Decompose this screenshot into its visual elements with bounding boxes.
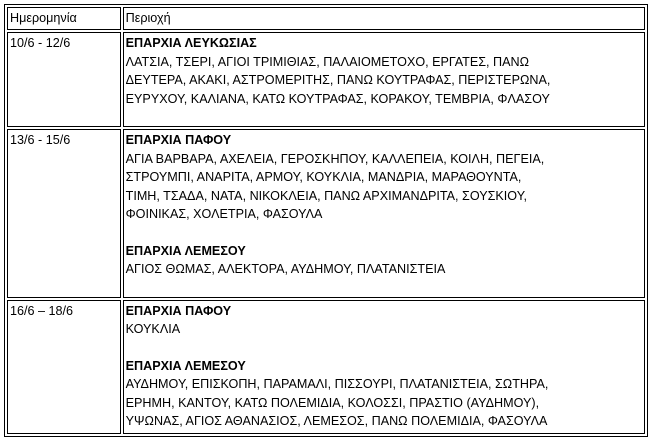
district-title: ΕΠΑΡΧΙΑ ΠΑΦΟΥ (125, 133, 232, 147)
header-area-cell: Περιοχή (123, 7, 645, 30)
date-range-cell: 13/6 - 15/6 (7, 129, 121, 298)
district-title: ΕΠΑΡΧΙΑ ΛΕΜΕΣΟΥ (125, 243, 246, 258)
row-spacer (126, 279, 642, 297)
area-list-line: ΦΟΙΝΙΚΑΣ, ΧΟΛΕΤΡΙΑ, ΦΑΣΟΥΛΑ (125, 207, 323, 221)
row-spacer (126, 108, 642, 126)
row-bottom-padding (126, 431, 642, 433)
district-spacer (126, 339, 642, 357)
area-list-line: ΑΥΔΗΜΟΥ, ΕΠΙΣΚΟΠΗ, ΠΑΡΑΜΑΛΙ, ΠΙΣΣΟΥΡΙ, ΠΛΑΤΑΝΙΣΤΕΙΑ, ΣΩΤΗΡΑ, (125, 377, 549, 391)
table-header-row (7, 7, 645, 30)
area-cell (123, 300, 645, 434)
table-row (7, 129, 645, 298)
date-range-cell: 16/6 – 18/6 (7, 300, 121, 434)
area-list-line: ΥΨΩΝΑΣ, ΑΓΙΟΣ ΑΘΑΝΑΣΙΟΣ, ΛΕΜΕΣΟΣ, ΠΑΝΩ ΠΟΛΕΜΙΔΙΑ, ΦΑΣΟΥΛΑ (125, 414, 548, 428)
date-range-cell: 10/6 - 12/6 (7, 32, 121, 127)
area-list-line: ΛΑΤΣΙΑ, ΤΣΕΡΙ, ΑΓΙΟΙ ΤΡΙΜΙΘΙΑΣ, ΠΑΛΑΙΟΜΕΤΟΧΟ, ΕΡΓΑΤΕΣ, ΠΑΝΩ (125, 54, 530, 69)
table-row (7, 32, 645, 127)
table-row (7, 300, 645, 434)
area-list-line: ΣΤΡΟΥΜΠΙ, ΑΝΑΡΙΤΑ, ΑΡΜΟΥ, ΚΟΥΚΛΙΑ, ΜΑΝΔΡΙΑ, ΜΑΡΑΘΟΥΝΤΑ, (125, 170, 522, 184)
district-title: ΕΠΑΡΧΙΑ ΛΕΥΚΩΣΙΑΣ (125, 36, 257, 50)
area-list-line: ΤΙΜΗ, ΤΣΑΔΑ, ΝΑΤΑ, ΝΙΚΟΚΛΕΙΑ, ΠΑΝΩ ΑΡΧΙΜΑΝΔΡΙΤΑ, ΣΟΥΣΚΙΟΥ, (125, 188, 527, 203)
area-list-line: ΕΥΡΥΧΟΥ, ΚΑΛΙΑΝΑ, ΚΑΤΩ ΚΟΥΤΡΑΦΑΣ, ΚΟΡΑΚΟΥ, ΤΕΜΒΡΙΑ, ΦΛΑΣΟΥ (125, 91, 550, 106)
area-cell (123, 129, 645, 298)
schedule-table (4, 4, 648, 437)
district-title: ΕΠΑΡΧΙΑ ΠΑΦΟΥ (125, 303, 232, 318)
area-list-line: ΚΟΥΚΛΙΑ (125, 322, 181, 336)
area-list-line: ΔΕΥΤΕΡΑ, ΑΚΑΚΙ, ΑΣΤΡΟΜΕΡΙΤΗΣ, ΠΑΝΩ ΚΟΥΤΡΑΦΑΣ, ΠΕΡΙΣΤΕΡΩΝΑ, (125, 73, 551, 87)
header-date-cell: Ημερομηνία (7, 7, 121, 30)
district-title: ΕΠΑΡΧΙΑ ΛΕΜΕΣΟΥ (125, 358, 246, 373)
area-list-line: ΑΓΙΟΣ ΘΩΜΑΣ, ΑΛΕΚΤΟΡΑ, ΑΥΔΗΜΟΥ, ΠΛΑΤΑΝΙΣΤΕΙΑ (125, 262, 446, 276)
area-list-line: ΑΓΙΑ ΒΑΡΒΑΡΑ, ΑΧΕΛΕΙΑ, ΓΕΡΟΣΚΗΠΟΥ, ΚΑΛΛΕΠΕΙΑ, ΚΟΙΛΗ, ΠΕΓΕΙΑ, (125, 151, 545, 166)
district-spacer (126, 224, 642, 242)
area-cell (123, 32, 645, 127)
area-list-line: ΕΡΗΜΗ, ΚΑΝΤΟΥ, ΚΑΤΩ ΠΟΛΕΜΙΔΙΑ, ΚΟΛΟΣΣΙ, ΠΡΑΣΤΙΟ (ΑΥΔΗΜΟΥ), (125, 395, 540, 410)
